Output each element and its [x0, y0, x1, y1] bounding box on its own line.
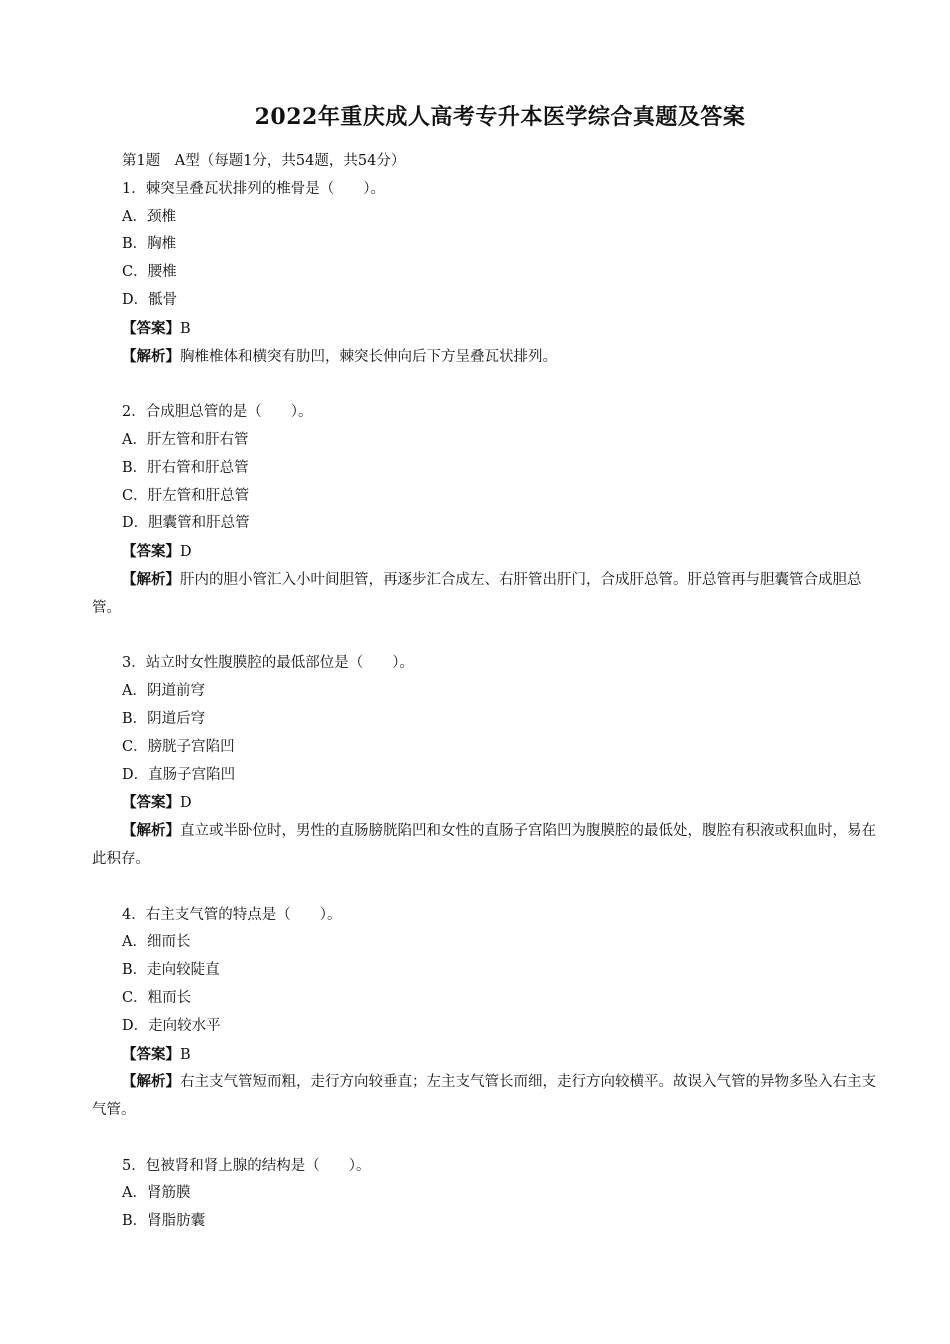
- page-title: 2022年重庆成人高考专升本医学综合真题及答案: [254, 104, 746, 130]
- analysis-line: [92, 817, 882, 874]
- question-stem: 4．右主支气管的特点是（ ）。: [122, 906, 342, 923]
- answer-line: [92, 538, 882, 566]
- option: D．胆囊管和肝总管: [122, 515, 250, 532]
- option: B．肝右管和肝总管: [122, 459, 249, 476]
- analysis-label: 【解析】: [122, 822, 180, 840]
- spacer: [92, 1125, 882, 1153]
- option: D．骶骨: [122, 291, 178, 308]
- option: A．细而长: [122, 934, 191, 951]
- question-block: [92, 1153, 882, 1236]
- answer-label: 【答案】: [122, 319, 180, 337]
- option: A．阴道前穹: [122, 683, 205, 700]
- answer-line: [92, 789, 882, 817]
- option: A．肾筋膜: [122, 1185, 191, 1202]
- option: D．直肠子宫陷凹: [122, 766, 236, 783]
- answer-label: 【答案】: [122, 794, 180, 812]
- answer-line: [92, 315, 882, 343]
- option: C．粗而长: [122, 989, 192, 1006]
- option: B．肾脂肪囊: [122, 1213, 206, 1230]
- answer-value: B: [180, 320, 191, 337]
- question-block: [92, 176, 882, 372]
- question-block: [92, 902, 882, 1125]
- option: B．走向较陡直: [122, 962, 220, 979]
- question-block: [92, 650, 882, 873]
- option: B．阴道后穹: [122, 710, 206, 727]
- analysis-text: 右主支气管短而粗，走行方向较垂直；左主支气管长而细，走行方向较横平。故误入气管的异物多坠入右主支气管。: [92, 1074, 876, 1119]
- option: A．颈椎: [122, 208, 176, 225]
- analysis-label: 【解析】: [122, 347, 180, 365]
- spacer: [92, 874, 882, 902]
- analysis-text: 胸椎椎体和横突有肋凹，棘突长伸向后下方呈叠瓦状排列。: [180, 348, 557, 365]
- option: A．肝左管和肝右管: [122, 431, 249, 448]
- spacer: [92, 371, 882, 399]
- analysis-label: 【解析】: [122, 570, 180, 588]
- answer-label: 【答案】: [122, 543, 180, 561]
- option: C．腰椎: [122, 264, 177, 281]
- answer-label: 【答案】: [122, 1045, 180, 1063]
- answer-line: [92, 1041, 882, 1069]
- analysis-line: [92, 566, 882, 623]
- section-header: 第1题 A型（每题1分，共54题，共54分）: [122, 153, 406, 169]
- question-stem: 5．包被肾和肾上腺的结构是（ ）。: [122, 1157, 371, 1174]
- analysis-line: [92, 1068, 882, 1125]
- question-block: [92, 399, 882, 622]
- answer-value: D: [180, 795, 192, 812]
- option: D．走向较水平: [122, 1017, 221, 1034]
- spacer: [92, 623, 882, 651]
- analysis-text: 肝内的胆小管汇入小叶间胆管，再逐步汇合成左、右肝管出肝门，合成肝总管。肝总管再与胆囊管合成胆总管。: [92, 571, 862, 616]
- option: C．肝左管和肝总管: [122, 487, 250, 504]
- question-stem: 3．站立时女性腹膜腔的最低部位是（ ）。: [122, 655, 414, 672]
- analysis-text: 直立或半卧位时，男性的直肠膀胱陷凹和女性的直肠子宫陷凹为腹膜腔的最低处，腹腔有积液或积血时，易在此积存。: [92, 823, 876, 867]
- option: B．胸椎: [122, 236, 177, 253]
- answer-value: D: [180, 544, 192, 561]
- analysis-line: [92, 343, 882, 372]
- analysis-label: 【解析】: [122, 1073, 180, 1091]
- answer-value: B: [180, 1046, 191, 1063]
- question-stem: 1．棘突呈叠瓦状排列的椎骨是（ ）。: [122, 180, 385, 197]
- option: C．膀胱子宫陷凹: [122, 738, 235, 755]
- document-body: [92, 148, 882, 1236]
- question-stem: 2．合成胆总管的是（ ）。: [122, 404, 313, 421]
